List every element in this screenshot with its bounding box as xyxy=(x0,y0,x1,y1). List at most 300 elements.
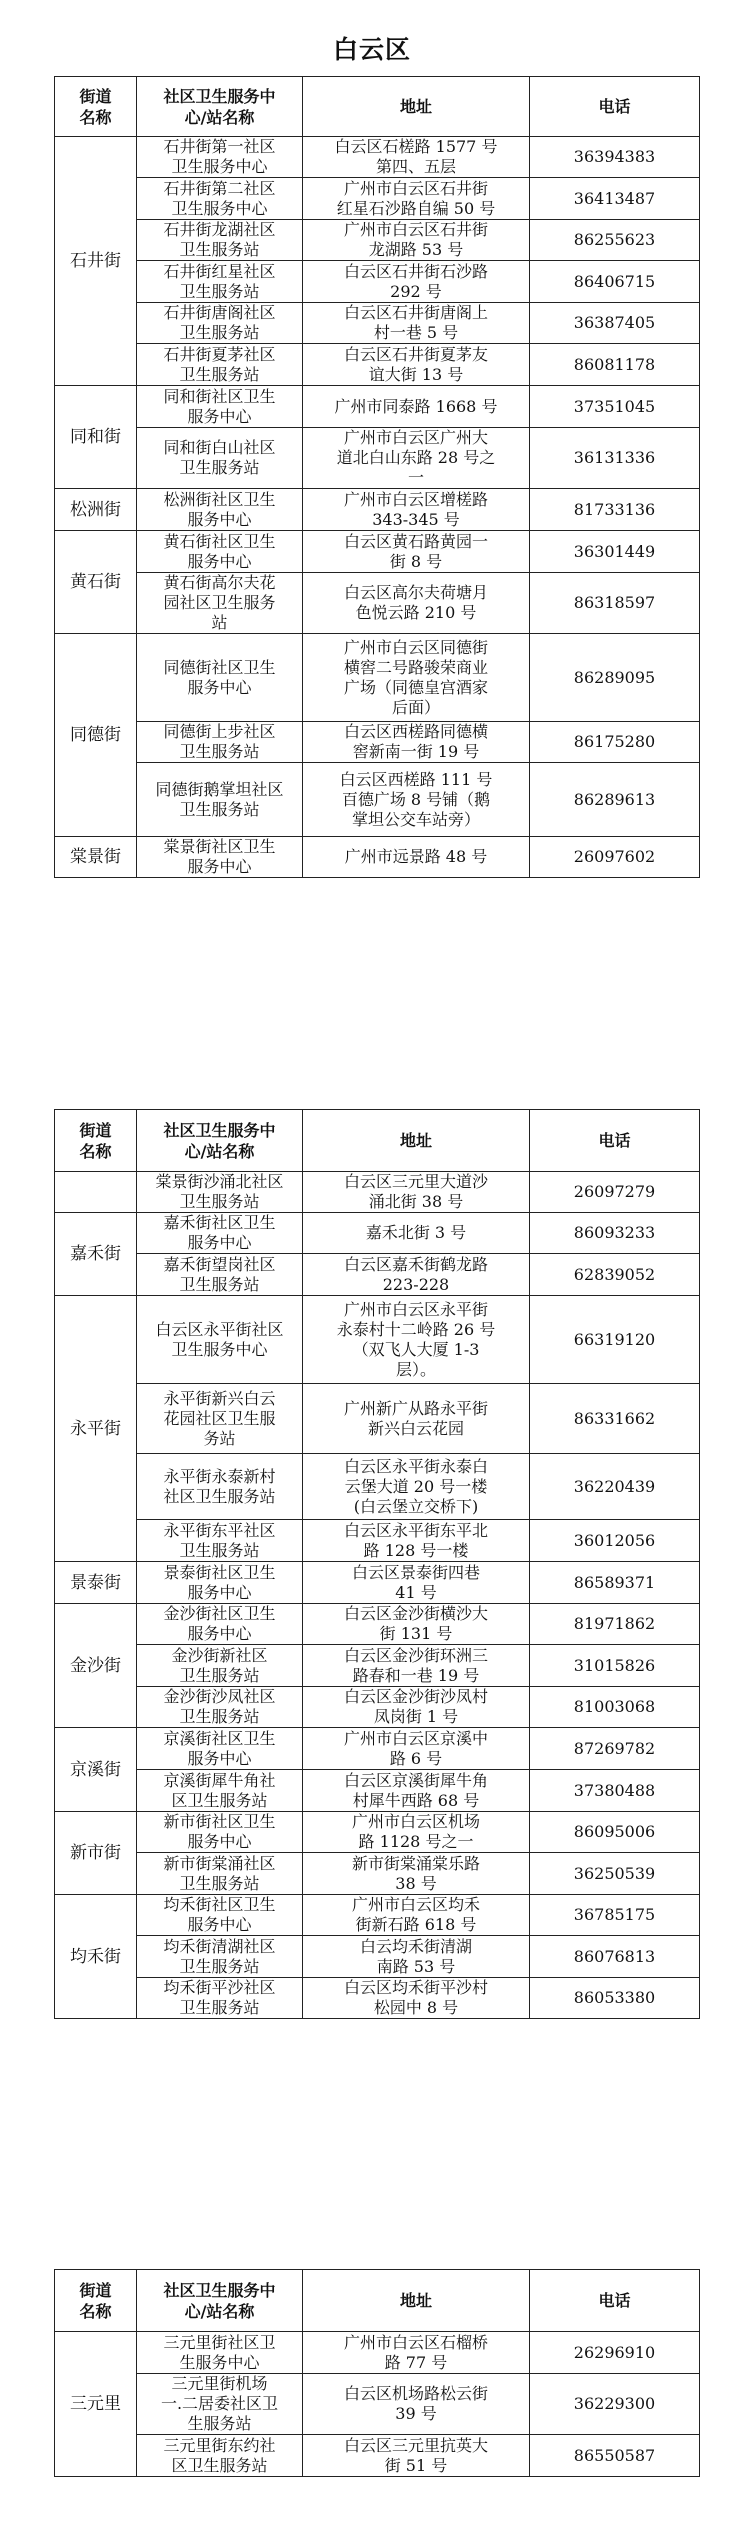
clinic-address-line: （双飞人大厦 1-3 xyxy=(352,1339,480,1359)
table-row xyxy=(55,837,700,878)
clinic-name-line: 三元里街社区卫 xyxy=(163,2332,276,2352)
clinic-name xyxy=(137,1520,303,1562)
clinic-phone-line: 36131336 xyxy=(573,448,656,467)
clinic-address-line: 41 号 xyxy=(395,1582,437,1602)
table-row xyxy=(55,1254,700,1296)
clinic-address xyxy=(303,2435,530,2477)
street-name-line: 同德街 xyxy=(70,725,121,745)
clinic-address xyxy=(303,178,530,220)
clinic-phone xyxy=(530,2374,700,2435)
clinic-name-line: 石井街龙湖社区 xyxy=(163,220,276,239)
clinic-address-line: 广州市白云区石榴桥 xyxy=(343,2332,488,2352)
clinic-name xyxy=(137,1254,303,1296)
clinic-address-line: 白云区均禾街平沙村 xyxy=(343,1978,488,1997)
clinic-address-line: 云堡大道 20 号一楼 xyxy=(344,1476,488,1496)
street-name-line: 松洲街 xyxy=(70,499,121,520)
street-name-line: 同和街 xyxy=(70,427,121,447)
clinic-name-line: 棠景街社区卫生 xyxy=(163,837,276,856)
clinic-address xyxy=(303,344,530,386)
clinic-address xyxy=(303,1384,530,1454)
header-phone xyxy=(530,1110,700,1172)
clinic-address-line: 白云区石井街夏茅友 xyxy=(343,344,488,364)
header-clinic-name xyxy=(137,77,303,137)
header-clinic-name-line: 社区卫生服务中 xyxy=(163,86,276,106)
clinic-address xyxy=(303,2374,530,2435)
clinic-address-line: 广州市白云区同德街 xyxy=(343,637,488,657)
clinic-phone-line: 86093233 xyxy=(573,1223,656,1242)
clinic-name-line: 均禾街社区卫生 xyxy=(163,1895,276,1914)
header-phone-line: 电话 xyxy=(598,1131,631,1150)
table-row xyxy=(55,137,700,178)
clinic-name-line: 园社区卫生服务 xyxy=(163,593,276,612)
clinic-phone xyxy=(530,137,700,178)
clinic-phone-line: 36785175 xyxy=(573,1905,656,1924)
table-row xyxy=(55,1978,700,2019)
clinic-phone xyxy=(530,1604,700,1645)
street-name-line: 新市街 xyxy=(70,1843,121,1863)
clinic-address-line: 广州新广从路永平街 xyxy=(343,1398,488,1418)
clinic-name-line: 同和街白山社区 xyxy=(163,438,276,457)
clinic-name xyxy=(137,1213,303,1254)
clinic-name-line: 卫生服务中心 xyxy=(171,1339,268,1359)
header-street-line: 街道 xyxy=(79,86,112,106)
clinic-address xyxy=(303,1254,530,1296)
clinic-address-line: 广场（同德皇宫酒家 xyxy=(343,677,488,697)
header-street-line: 名称 xyxy=(79,2301,112,2321)
clinic-name-line: 白云区永平街社区 xyxy=(155,1319,284,1339)
clinic-phone xyxy=(530,1645,700,1687)
street-name xyxy=(55,1812,137,1895)
clinic-address-line: 白云区黄石路黄园一 xyxy=(343,531,488,551)
clinic-name-line: 永平街永泰新村 xyxy=(163,1466,276,1486)
clinic-phone-line: 86331662 xyxy=(573,1408,656,1428)
clinic-phone xyxy=(530,261,700,303)
clinic-address-line: 广州市远景路 48 号 xyxy=(344,847,488,866)
header-phone xyxy=(530,2270,700,2332)
street-name xyxy=(55,837,137,878)
street-name xyxy=(55,531,137,634)
header-street-line: 名称 xyxy=(79,1141,112,1161)
clinic-phone xyxy=(530,1853,700,1895)
clinic-name xyxy=(137,137,303,178)
street-name xyxy=(55,1172,137,1213)
clinic-address-line: 一 xyxy=(407,468,424,487)
header-street xyxy=(55,77,137,137)
clinic-phone-line: 86053380 xyxy=(573,1988,656,2007)
clinic-name-line: 服务中心 xyxy=(187,509,252,529)
clinic-address xyxy=(303,1172,530,1213)
table-row xyxy=(55,1687,700,1728)
table-row xyxy=(55,1172,700,1213)
clinic-phone-line: 26097602 xyxy=(573,847,656,866)
clinic-address-line: 百德广场 8 号铺（鹅 xyxy=(341,789,491,809)
clinic-name-line: 石井街夏茅社区 xyxy=(163,344,276,364)
table-row xyxy=(55,178,700,220)
table-row xyxy=(55,1562,700,1604)
street-name-line: 永平街 xyxy=(70,1418,121,1439)
clinic-name-line: 区卫生服务站 xyxy=(171,1790,268,1810)
clinic-name-line: 区卫生服务站 xyxy=(171,2455,268,2475)
clinic-phone-line: 26296910 xyxy=(573,2342,656,2362)
clinic-address-line: 白云区永平街永泰白 xyxy=(343,1456,488,1476)
clinic-address-line: 白云区三元里大道沙 xyxy=(343,1172,488,1191)
clinic-address xyxy=(303,1895,530,1936)
clinic-phone xyxy=(530,1454,700,1520)
clinic-address-line: 白云区永平街东平北 xyxy=(343,1520,488,1540)
clinic-name-line: 务站 xyxy=(203,1428,236,1448)
header-street-line: 街道 xyxy=(79,2280,112,2300)
clinic-name xyxy=(137,1454,303,1520)
clinic-address-line: 白云均禾街清湖 xyxy=(359,1936,472,1956)
clinic-name-line: 服务中心 xyxy=(187,857,252,876)
clinic-address-line: 广州市同泰路 1668 号 xyxy=(334,396,498,416)
clinic-name xyxy=(137,1172,303,1213)
clinic-phone xyxy=(530,573,700,634)
header-address-line: 地址 xyxy=(399,2291,432,2310)
clinic-address-line: 南路 53 号 xyxy=(376,1956,456,1976)
header-clinic-name xyxy=(137,2270,303,2332)
clinic-name-line: 卫生服务站 xyxy=(179,1956,260,1976)
clinic-address-line: 白云区西槎路 111 号 xyxy=(339,769,493,789)
header-phone-line: 电话 xyxy=(598,97,631,116)
clinic-address-line: 白云区金沙街环洲三 xyxy=(343,1645,488,1665)
clinic-phone xyxy=(530,1562,700,1604)
table-row xyxy=(55,2332,700,2374)
header-clinic-name-line: 心/站名称 xyxy=(184,2301,255,2321)
clinic-address-line: 广州市白云区石井街 xyxy=(343,220,488,239)
clinic-phone xyxy=(530,1978,700,2019)
table-row xyxy=(55,220,700,261)
clinic-phone xyxy=(530,634,700,722)
clinic-name-line: 金沙街社区卫生 xyxy=(163,1604,276,1623)
header-clinic-name-line: 心/站名称 xyxy=(184,1141,255,1161)
clinic-phone xyxy=(530,2332,700,2374)
clinic-phone-line: 36387405 xyxy=(573,313,656,332)
clinic-name xyxy=(137,344,303,386)
clinic-address-line: 后面） xyxy=(391,697,440,717)
table-row xyxy=(55,1770,700,1812)
clinic-phone xyxy=(530,1213,700,1254)
clinic-address-line: 路春和一巷 19 号 xyxy=(352,1665,480,1685)
clinic-phone xyxy=(530,220,700,261)
clinic-name-line: 京溪街犀牛角社 xyxy=(163,1770,276,1790)
clinic-address xyxy=(303,1604,530,1645)
clinic-name-line: 卫生服务站 xyxy=(179,1707,260,1726)
clinic-name-line: 嘉禾街社区卫生 xyxy=(163,1213,276,1232)
clinic-name-line: 服务中心 xyxy=(187,1832,252,1851)
clinic-name xyxy=(137,1645,303,1687)
street-name xyxy=(55,137,137,386)
clinic-phone xyxy=(530,344,700,386)
clinic-phone-line: 86550587 xyxy=(573,2445,656,2465)
clinic-address-line: 白云区金沙街横沙大 xyxy=(343,1604,488,1623)
clinic-address-line: 横窖二号路骏荣商业 xyxy=(343,657,488,677)
clinic-name xyxy=(137,489,303,531)
clinic-name xyxy=(137,1687,303,1728)
clinic-phone xyxy=(530,1520,700,1562)
clinic-name-line: 新市街棠涌社区 xyxy=(163,1853,276,1873)
clinic-address xyxy=(303,428,530,489)
clinic-address-line: 窖新南一街 19 号 xyxy=(352,742,480,761)
street-name-line: 黄石街 xyxy=(70,572,121,592)
clinic-name xyxy=(137,428,303,489)
clinic-phone xyxy=(530,837,700,878)
clinic-address xyxy=(303,489,530,531)
clinic-phone xyxy=(530,1936,700,1978)
clinic-address-line: 色悦云路 210 号 xyxy=(355,603,477,622)
clinic-phone-line: 31015826 xyxy=(573,1655,656,1675)
clinic-name-line: 松洲街社区卫生 xyxy=(163,489,276,509)
clinic-address xyxy=(303,573,530,634)
clinic-name-line: 三元里街东约社 xyxy=(163,2435,276,2455)
clinic-name xyxy=(137,386,303,428)
clinic-address-line: 街 51 号 xyxy=(384,2455,448,2475)
clinic-address-line: 街新石路 618 号 xyxy=(355,1915,477,1934)
header-address-line: 地址 xyxy=(399,1131,432,1150)
clinic-address-line: 343-345 号 xyxy=(372,509,460,529)
clinic-phone xyxy=(530,2435,700,2477)
clinic-name-line: 京溪街社区卫生 xyxy=(163,1728,276,1748)
clinic-name-line: 卫生服务站 xyxy=(179,281,260,301)
clinic-address-line: 白云区高尔夫荷塘月 xyxy=(343,583,488,602)
clinic-phone xyxy=(530,1812,700,1853)
clinic-address-line: 292 号 xyxy=(390,281,442,301)
clinic-address-line: 白云区石槎路 1577 号 xyxy=(334,137,498,156)
table-row xyxy=(55,1812,700,1853)
clinic-address xyxy=(303,531,530,573)
clinic-address-line: 涌北街 38 号 xyxy=(368,1192,464,1211)
clinic-name-line: 服务中心 xyxy=(187,677,252,697)
clinic-name-line: 卫生服务站 xyxy=(179,799,260,819)
clinic-name-line: 生服务站 xyxy=(187,2414,252,2433)
clinic-name-line: 卫生服务站 xyxy=(179,364,260,384)
table-row xyxy=(55,634,700,722)
clinic-address-line: 白云区京溪街犀牛角 xyxy=(343,1770,488,1790)
clinic-name-line: 卫生服务站 xyxy=(179,458,260,477)
table-row xyxy=(55,1520,700,1562)
clinic-name-line: 三元里街机场 xyxy=(171,2374,268,2393)
clinic-address-line: 广州市白云区永平街 xyxy=(343,1299,488,1319)
clinic-name-line: 同德街上步社区 xyxy=(163,722,276,741)
clinic-phone-line: 62839052 xyxy=(573,1264,656,1284)
header-address xyxy=(303,2270,530,2332)
table-row xyxy=(55,1645,700,1687)
clinic-address-line: 广州市白云区均禾 xyxy=(351,1895,480,1914)
clinic-name-line: 金沙街沙凤社区 xyxy=(163,1687,276,1706)
page-title: 白云区 xyxy=(332,35,411,64)
clinic-address-line: 广州市白云区机场 xyxy=(351,1812,480,1831)
clinic-name-line: 卫生服务中心 xyxy=(171,157,268,176)
header-phone-line: 电话 xyxy=(598,2291,631,2310)
street-name-line: 金沙街 xyxy=(70,1655,121,1676)
table-row xyxy=(55,1213,700,1254)
clinic-name-line: 黄石街高尔夫花 xyxy=(163,573,276,592)
street-name-line: 三元里 xyxy=(70,2394,121,2414)
clinic-phone xyxy=(530,1254,700,1296)
clinic-name xyxy=(137,573,303,634)
clinic-name-line: 石井街第二社区 xyxy=(163,178,276,198)
clinic-name-line: 服务中心 xyxy=(187,551,252,571)
clinic-phone-line: 86076813 xyxy=(573,1946,656,1966)
clinic-name-line: 社区卫生服务站 xyxy=(163,1486,276,1506)
clinic-address-line: 广州市白云区石井街 xyxy=(343,178,488,198)
clinic-address xyxy=(303,1213,530,1254)
table-row xyxy=(55,2435,700,2477)
street-name xyxy=(55,2332,137,2477)
street-name xyxy=(55,386,137,489)
table-row xyxy=(55,1296,700,1384)
table-row xyxy=(55,1936,700,1978)
clinic-name-line: 一.二居委社区卫 xyxy=(160,2394,279,2413)
clinic-name-line: 服务中心 xyxy=(187,1233,252,1252)
clinic-name xyxy=(137,261,303,303)
clinic-name xyxy=(137,1978,303,2019)
table-row xyxy=(55,489,700,531)
clinic-phone-line: 36394383 xyxy=(573,147,656,166)
clinic-name xyxy=(137,837,303,878)
clinic-name xyxy=(137,1384,303,1454)
clinic-phone xyxy=(530,489,700,531)
clinic-phone-line: 86095006 xyxy=(573,1822,656,1841)
clinic-name xyxy=(137,763,303,837)
clinic-name-line: 石井街第一社区 xyxy=(163,137,276,156)
header-street xyxy=(55,1110,137,1172)
clinic-address-line: 村一巷 5 号 xyxy=(373,323,459,342)
clinic-phone xyxy=(530,1770,700,1812)
clinic-name-line: 新市街社区卫生 xyxy=(163,1812,276,1831)
table-row xyxy=(55,261,700,303)
street-name xyxy=(55,1562,137,1604)
clinic-address xyxy=(303,1853,530,1895)
street-name-line: 景泰街 xyxy=(70,1572,121,1593)
clinic-name-line: 卫生服务站 xyxy=(179,1274,260,1294)
clinic-phone-line: 86289095 xyxy=(573,667,656,687)
clinic-name-line: 卫生服务站 xyxy=(179,1998,260,2017)
clinic-address-line: 路 77 号 xyxy=(384,2352,448,2372)
clinic-address-line: 223-228 xyxy=(382,1274,450,1294)
header-street xyxy=(55,2270,137,2332)
street-name-line: 棠景街 xyxy=(70,847,121,867)
clinic-address-line: 广州市白云区京溪中 xyxy=(343,1728,488,1748)
clinic-name-line: 卫生服务站 xyxy=(179,1873,260,1893)
table-row xyxy=(55,1853,700,1895)
clinic-phone-line: 36220439 xyxy=(573,1476,656,1496)
clinic-name-line: 服务中心 xyxy=(187,1582,252,1602)
clinic-phone xyxy=(530,1687,700,1728)
clinic-address xyxy=(303,1296,530,1384)
clinic-address xyxy=(303,1520,530,1562)
header-street-line: 名称 xyxy=(79,107,112,127)
table-row xyxy=(55,386,700,428)
clinic-phone-line: 86406715 xyxy=(573,271,656,291)
clinic-phone-line: 81733136 xyxy=(573,499,656,519)
clinic-address xyxy=(303,1812,530,1853)
clinic-address-line: (白云堡立交桥下) xyxy=(353,1496,479,1516)
clinic-name-line: 石井街红星社区 xyxy=(163,261,276,281)
street-name xyxy=(55,634,137,837)
clinic-phone-line: 36229300 xyxy=(573,2394,656,2413)
clinic-phone xyxy=(530,1895,700,1936)
street-name xyxy=(55,489,137,531)
clinic-name-line: 金沙街新社区 xyxy=(171,1645,268,1665)
clinic-name xyxy=(137,1728,303,1770)
clinic-name xyxy=(137,1853,303,1895)
clinic-address-line: 路 128 号一楼 xyxy=(363,1540,469,1560)
table-row xyxy=(55,763,700,837)
clinic-name xyxy=(137,1562,303,1604)
clinic-name xyxy=(137,1895,303,1936)
clinic-address-line: 白云区石井街石沙路 xyxy=(343,261,488,281)
clinic-name xyxy=(137,634,303,722)
clinic-name-line: 嘉禾街望岗社区 xyxy=(163,1254,276,1274)
street-name xyxy=(55,1213,137,1296)
clinic-name xyxy=(137,2332,303,2374)
clinic-phone-line: 86589371 xyxy=(573,1572,656,1592)
clinic-address-line: 新市街棠涌棠乐路 xyxy=(351,1853,480,1873)
clinic-phone-line: 86175280 xyxy=(573,732,656,751)
clinic-name-line: 同和街社区卫生 xyxy=(163,386,276,406)
clinic-phone-line: 36301449 xyxy=(573,541,656,561)
clinic-address xyxy=(303,1728,530,1770)
clinic-address-line: 层）。 xyxy=(395,1359,436,1379)
header-address-line: 地址 xyxy=(399,97,432,116)
clinic-address-line: 广州市白云区增槎路 xyxy=(343,489,488,509)
clinic-name-line: 均禾街平沙社区 xyxy=(163,1978,276,1997)
clinic-address-line: 白云区嘉禾街鹤龙路 xyxy=(343,1254,488,1274)
header-clinic-name xyxy=(137,1110,303,1172)
header-clinic-name-line: 心/站名称 xyxy=(184,107,255,127)
clinic-address-line: 嘉禾北街 3 号 xyxy=(365,1223,467,1242)
clinic-address-line: 道北白山东路 28 号之 xyxy=(336,448,496,467)
table-row xyxy=(55,344,700,386)
table-header-row xyxy=(55,1110,700,1172)
clinic-address xyxy=(303,220,530,261)
clinic-address-line: 白云区金沙街沙凤村 xyxy=(343,1687,488,1706)
clinic-phone-line: 87269782 xyxy=(573,1738,656,1758)
clinic-address xyxy=(303,1562,530,1604)
clinic-name-line: 同德街鹅掌坦社区 xyxy=(155,779,284,799)
clinic-address xyxy=(303,303,530,344)
clinic-name-line: 黄石街社区卫生 xyxy=(163,531,276,551)
clinic-address-line: 白云区西槎路同德横 xyxy=(343,722,488,741)
header-phone xyxy=(530,77,700,137)
clinic-name xyxy=(137,220,303,261)
table-row xyxy=(55,1384,700,1454)
clinic-phone-line: 26097279 xyxy=(573,1182,656,1201)
clinic-phone-line: 81971862 xyxy=(573,1614,656,1633)
clinic-address-line: 38 号 xyxy=(395,1873,437,1893)
clinic-address-line: 谊大街 13 号 xyxy=(368,364,464,384)
clinic-name-line: 服务中心 xyxy=(187,406,252,426)
clinic-name-line: 生服务中心 xyxy=(179,2352,260,2372)
clinic-name xyxy=(137,1812,303,1853)
clinic-phone xyxy=(530,763,700,837)
clinic-address-line: 新兴白云花园 xyxy=(367,1418,464,1438)
clinic-phone-line: 36413487 xyxy=(573,188,656,208)
clinic-address xyxy=(303,634,530,722)
clinic-phone xyxy=(530,428,700,489)
clinic-address-line: 白云区景泰街四巷 xyxy=(351,1562,480,1582)
clinic-address-line: 掌坦公交车站旁） xyxy=(351,809,480,829)
clinic-table-2 xyxy=(54,1109,700,2019)
clinic-address-line: 广州市白云区广州大 xyxy=(343,428,488,447)
table-row xyxy=(55,428,700,489)
clinic-phone-line: 36012056 xyxy=(573,1530,656,1550)
clinic-phone xyxy=(530,722,700,763)
clinic-name xyxy=(137,1296,303,1384)
clinic-name-line: 卫生服务站 xyxy=(179,742,260,761)
clinic-phone-line: 66319120 xyxy=(573,1329,656,1349)
